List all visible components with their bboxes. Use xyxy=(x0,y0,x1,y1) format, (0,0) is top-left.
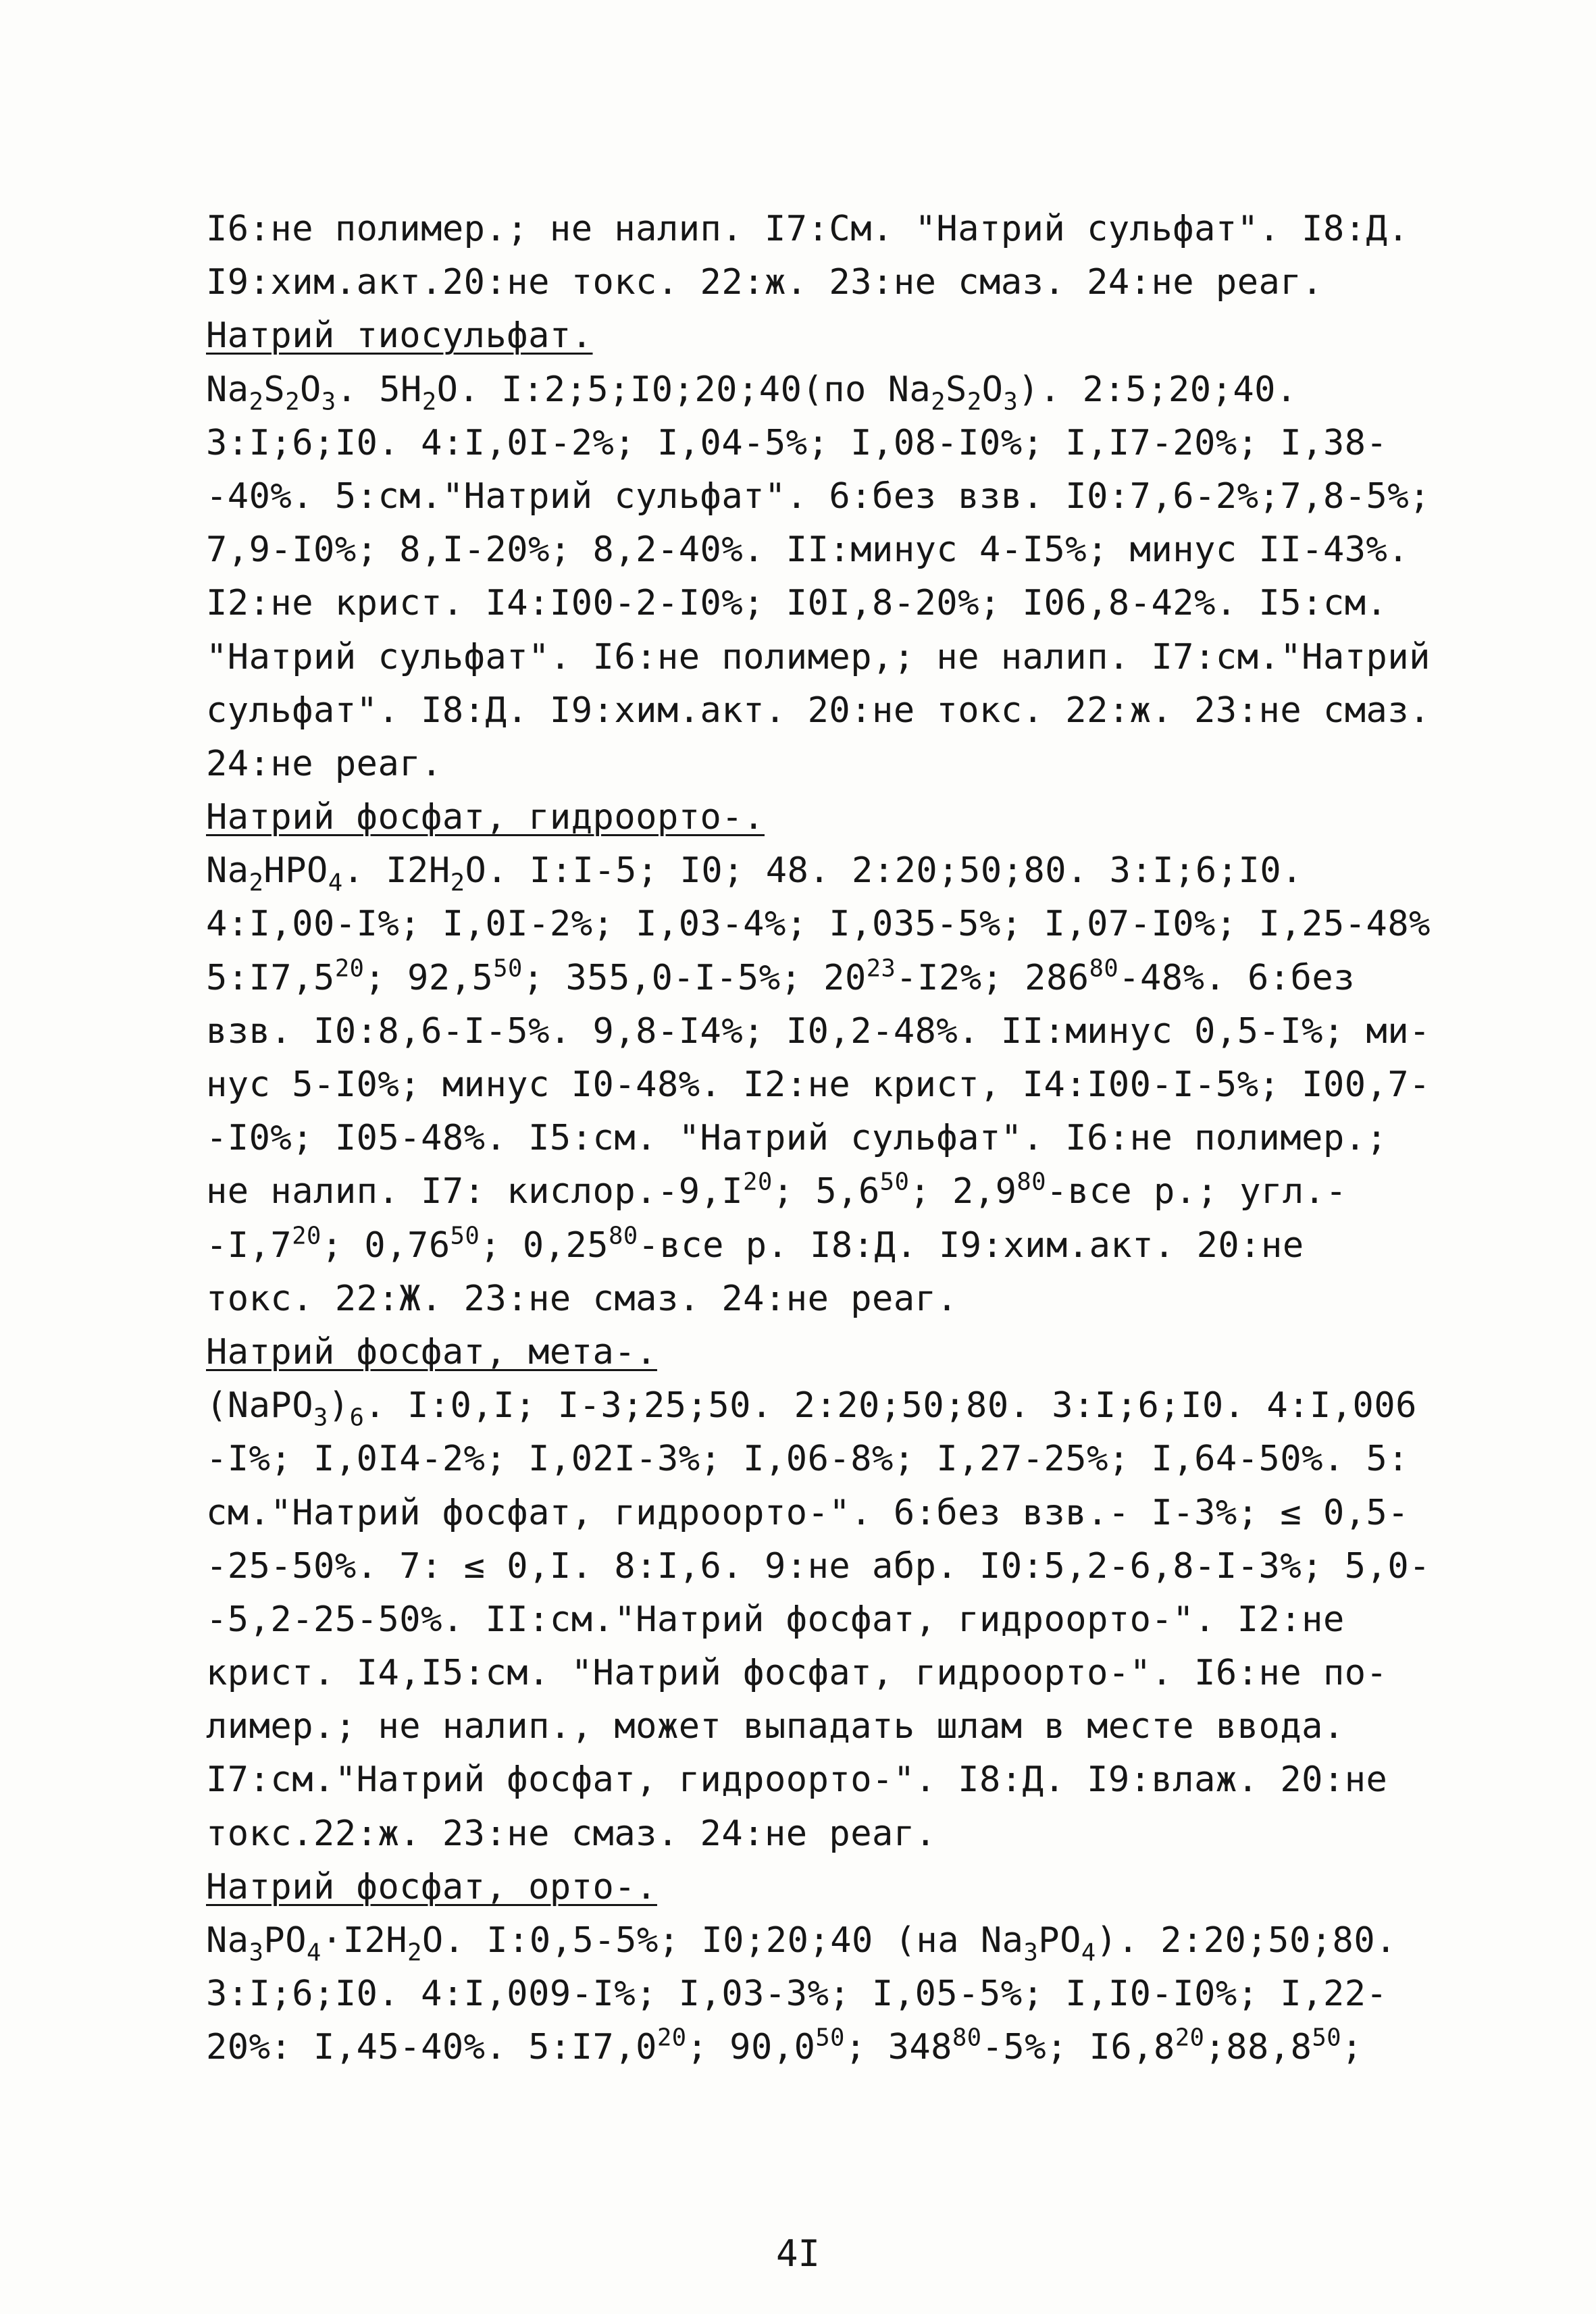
text-line: -40%. 5:см."Натрий сульфат". 6:без взв. I0:7,6-2%;7,8-5%; xyxy=(206,475,1431,517)
text-line: $Na_2S_2O_3$. $5H_2O$. I:2;5;I0;20;40(по $Na_2S_2O_3$). 2:5;20;40. xyxy=(206,369,1297,415)
text-line: токс.22:ж. 23:не смаз. 24:не реаг. xyxy=(206,1813,937,1854)
section-heading: Натрий тиосульфат. xyxy=(206,315,593,357)
text-line: I7:см."Натрий фосфат, гидроорто-". I8:Д. I9:влаж. 20:не xyxy=(206,1759,1388,1801)
text-line: 3:I;6;I0. 4:I,0I-2%; I,04-5%; I,08-I0%; I,I7-20%; I,38- xyxy=(206,422,1388,463)
text-line: -25-50%. 7: ≤ 0,I. 8:I,6. 9:не абр. I0:5,2-6,8-I-3%; 5,0- xyxy=(206,1545,1431,1587)
text-line: "Натрий сульфат". I6:не полимер,; не налип. I7:см."Натрий xyxy=(206,636,1431,677)
text-line: $5:I7,5^{20}$; 92,5$^{50}$; 355,0-I-5%; $20^{23}-I2\%$; $286^{80}-48\%$. 6:без xyxy=(206,954,1356,998)
text-line: $-I,7^{20}$; 0,76$^{50}$; 0,25$^{80}$-все р. I8:Д. I9:хим.акт. 20:не xyxy=(206,1222,1304,1266)
page-number: 4I xyxy=(775,2232,821,2275)
text-line: I2:не крист. I4:I00-2-I0%; I0I,8-20%; I06,8-42%. I5:см. xyxy=(206,583,1388,624)
text-line: -5,2-25-50%. II:см."Натрий фосфат, гидроорто-". I2:не xyxy=(206,1599,1345,1640)
text-line: $Na_3PO_4\cdot I2H_2O$. I:0,5-5%; I0;20;40 (на $Na_3PO_4$). 2:20;50;80. xyxy=(206,1920,1397,1967)
text-line: нус 5-I0%; минус I0-48%. I2:не крист, I4:I00-I-5%; I00,7- xyxy=(206,1064,1431,1105)
text-line: 20%: I,45-40%. $5:I7,0^{20}$; 90,0$^{50}$; $348^{80}-5\%$; $I6,8^{20};88,8^{50}$; xyxy=(206,2024,1363,2068)
text-line: I6:не полимер.; не налип. I7:См. "Натрий сульфат". I8:Д. xyxy=(206,209,1410,249)
text-line: 24:не реаг. xyxy=(206,743,442,784)
text-line: 4:I,00-I%; I,0I-2%; I,03-4%; I,035-5%; I,07-I0%; I,25-48% xyxy=(206,904,1431,945)
text-line: -I%; I,0I4-2%; I,02I-3%; I,06-8%; I,27-25%; I,64-50%. 5: xyxy=(206,1439,1410,1480)
text-line: сульфат". I8:Д. I9:хим.акт. 20:не токс. 22:ж. 23:не смаз. xyxy=(206,690,1431,731)
text-line: не налип. I7: $кислор.-9,I^{20}$; $5,6^{50}$; $2,9^{80}$-все р.; угл.- xyxy=(206,1168,1347,1212)
text-line: $Na_2HPO_4$. $I2H_2O$. I:I-5; I0; 48. 2:20;50;80. 3:I;6;I0. xyxy=(206,850,1303,897)
text-line: токс. 22:Ж. 23:не смаз. 24:не реаг. xyxy=(206,1278,958,1319)
text-line: крист. I4,I5:см. "Натрий фосфат, гидроорто-". I6:не по- xyxy=(206,1653,1388,1694)
page-body-text xyxy=(206,203,1431,2075)
text-line: -I0%; I05-48%. I5:см. "Натрий сульфат". I6:не полимер.; xyxy=(206,1118,1388,1159)
text-line: лимер.; не налип., может выпадать шлам в месте ввода. xyxy=(206,1706,1345,1747)
section-heading: Натрий фосфат, гидроорто-. xyxy=(206,797,765,838)
text-line: $(NaPO_3)_6$. I:0,I; I-3;25;50. 2:20;50;80. 3:I;6;I0. 4:I,006 xyxy=(206,1385,1417,1432)
section-heading: Натрий фосфат, орто-. xyxy=(206,1866,657,1907)
text-line: 3:I;6;I0. 4:I,009-I%; I,03-3%; I,05-5%; I,I0-I0%; I,22- xyxy=(206,1974,1388,2015)
text-line: I9:хим.акт.20:не токс. 22:ж. 23:не смаз. 24:не реаг. xyxy=(206,262,1323,303)
text-line: см."Натрий фосфат, гидроорто-". 6:без взв.- I-3%; ≤ 0,5- xyxy=(206,1492,1410,1533)
section-heading: Натрий фосфат, мета-. xyxy=(206,1331,657,1372)
text-line: 7,9-I0%; 8,I-20%; 8,2-40%. II:минус 4-I5%; минус II-43%. xyxy=(206,530,1410,571)
text-line: взв. I0:8,6-I-5%. 9,8-I4%; I0,2-48%. II:минус 0,5-I%; ми- xyxy=(206,1010,1431,1052)
